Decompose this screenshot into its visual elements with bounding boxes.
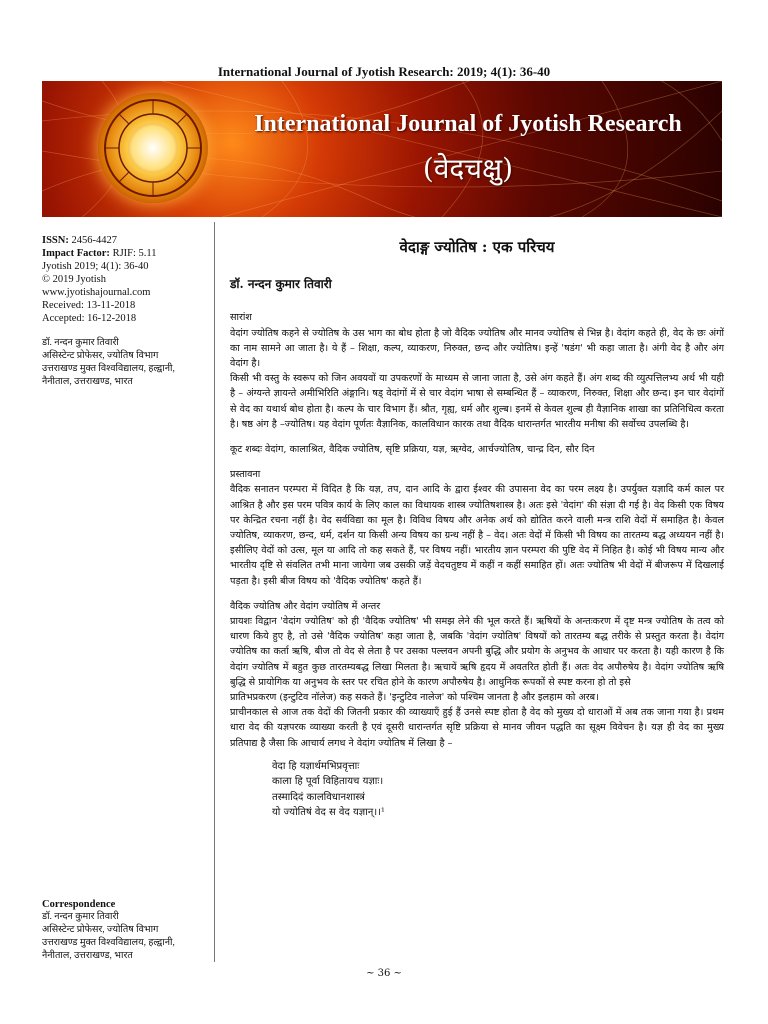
article-title: वेदाङ्ग ज्योतिष : एक परिचय bbox=[399, 238, 555, 256]
journal-banner bbox=[42, 81, 722, 217]
info-line-accepted: Accepted: 16-12-2018 bbox=[42, 313, 137, 324]
info-line-impact: Impact Factor: RJIF: 5.11 bbox=[42, 248, 157, 259]
article-author: डॉ. नन्दन कुमार तिवारी bbox=[230, 277, 332, 292]
column-divider bbox=[214, 222, 215, 962]
abstract-heading: सारांश bbox=[230, 312, 252, 324]
difference-paragraph: प्रातिभप्रकरण (इन्टुटिव नॉलेज) कह सकते हैं। 'इन्टुटिव नालेज' को पश्चिम जानता है और इलहाम को अरब। bbox=[230, 692, 599, 704]
info-line-citation: Jyotish 2019; 4(1): 36-40 bbox=[42, 261, 149, 272]
difference-heading: वैदिक ज्योतिष और वेदांग ज्योतिष में अन्तर bbox=[230, 600, 381, 612]
info-line-copyright: © 2019 Jyotish bbox=[42, 274, 106, 285]
banner-title: International Journal of Jyotish Research bbox=[254, 111, 682, 137]
sun-emblem-icon bbox=[128, 123, 178, 173]
correspondence-label: Correspondence bbox=[42, 899, 116, 910]
sanskrit-verse: वेदा हि यज्ञार्थमभिप्रवृत्ताः काला हि पूर्वा विहितायच यज्ञाः। तस्मादिदं कालविधानशास्त्रं यो ज्योतिषं वेद स वेद यज्ञान्।।¹ bbox=[272, 760, 385, 819]
article-info-sidebar bbox=[42, 234, 214, 389]
article-body bbox=[230, 240, 724, 821]
journal-seal-icon bbox=[98, 93, 208, 203]
banner-subtitle: (वेदचक्षु) bbox=[422, 152, 514, 185]
intro-heading: प्रस्तावना bbox=[230, 469, 261, 481]
abstract-paragraph: किसी भी वस्तु के स्वरूप को जिन अवयवों या उपकरणों के माध्यम से जाना जाता है, उसे अंग कहते हैं। अंग शब्द की व्युत्पत्तिलभ्य अर्थ भी यही है – अंग्यन्ते ज्ञायन्ते अमीभिरिति अंङ्गानि। षड् वेदांगों में से चार वेदांग भाषा से सम्बन्धित हैं – व्याकरण, निरुक्त, शिक्षा और छन्द। इन चार वेदांगों से वेद का यथार्थ बोध होता है। कल्प के चार विभाग हैं। श्रौत, गृह्य, धर्म और शुल्ब। इनमें से केवल शुल्ब ही वैज्ञानिक शाखा का प्रतिनिधित्व करता है। षष्ठ अंग है –ज्योतिष। यह वेदांग पूर्णतः वैज्ञानिक, कालविधान कारक तथा वैदिक धारान्तर्गत भारतीय मनीषा की सर्वोच्च उपलब्धि है। bbox=[230, 373, 724, 430]
running-head: International Journal of Jyotish Research: 2019; 4(1): 36-40 bbox=[217, 64, 551, 79]
page-number: ~ 36 ~ bbox=[366, 968, 402, 979]
intro-paragraph: वैदिक सनातन परम्परा में विदित है कि यज्ञ, तप, दान आदि के द्वारा ईश्वर की उपासना वेद का परम लक्ष्य है। उपर्युक्त यज्ञादि कर्म काल पर आश्रित है और इस परम पवित्र कार्य के लिए काल का विधायक शास्त्र ज्योतिषशास्त्र है। अतः इसे 'वेदांग' की संज्ञा दी गई है। वेद किसी एक विषय पर केन्द्रित रचना नहीं है। वेद सर्वविद्या का मूल है। विविध विषय और अनेक अर्थ को द्योतित करने वाली मन्त्र राशि वेदों में समाहित है। केवल ज्योतिष, व्याकरण, छन्द, धर्म, दर्शन या किसी अन्य विषय का ग्रन्थ नहीं है – वेद। अतः वेदों में किसी भी विषय का तारतम्य बद्ध अध्ययन नहीं है। इसीलिए वेदों को उत्स, मूल या आदि तो कह सकते हैं, पर विषय नहीं। भारतीय ज्ञान परम्परा की पुष्टि वेद में निहित है। कोई भी विषय मान्य और भारतीय दृष्टि से संवलित तभी माना जायेगा जब उसकी जड़ें वेदचतुष्टय में कहीं न कहीं समाहित हों। अतः ज्योतिष भी वेदों में बीजरूप में दिखलाई पड़ता है। इसी बीज विषय को 'वैदिक ज्योतिष' कहते हैं। bbox=[230, 484, 724, 587]
info-line-received: Received: 13-11-2018 bbox=[42, 300, 136, 311]
correspondence-block: Correspondence डॉ. नन्दन कुमार तिवारी असिस्टेन्ट प्रोफेसर, ज्योतिष विभाग उत्तराखण्ड मुक्त विश्वविद्यालय, हल्द्वानी, नैनीताल, उत्तराखण्ड, भारत bbox=[42, 898, 214, 963]
abstract-paragraph: वेदांग ज्योतिष कहने से ज्योतिष के उस भाग का बोध होता है जो वैदिक ज्योतिष और मानव ज्योतिष से भिन्न है। वेदांग कहते ही, वेद के छः अंगों का नाम सामने आ जाता है। ये हैं – शिक्षा, कल्प, व्याकरण, निरुक्त, छन्द और ज्योतिष। इन्हें 'षडंग' भी कहा जाता है। अंगी वेद है और अंग वेदांग है। bbox=[230, 327, 724, 370]
author-affiliation: डॉ. नन्दन कुमार तिवारी असिस्टेन्ट प्रोफेसर, ज्योतिष विभाग उत्तराखण्ड मुक्त विश्वविद्यालय, हल्द्वानी, नैनीताल, उत्तराखण्ड, भारत bbox=[42, 338, 175, 387]
info-line-website[interactable]: www.jyotishajournal.com bbox=[42, 287, 151, 298]
difference-paragraph: प्राचीनकाल से आज तक वेदों की जितनी प्रकार की व्याख्याएँ हुई हैं उनसे स्पष्ट होता है वेद को मुख्य दो धाराओं में अब तक जाना गया है। प्रथम धारा वेद की यज्ञपरक व्याख्या करती है एवं दूसरी धारान्तर्गत सृष्टि प्रक्रिया से मानव जीवन पद्धति का सूक्ष्म विवेचन है। यज्ञ ही वेद का मुख्य प्रतिपाद्य है जैसा कि आचार्य लगध ने वेदांग ज्योतिष में लिखा है – bbox=[230, 707, 724, 749]
difference-paragraph: प्रायशः विद्वान 'वेदांग ज्योतिष' को ही 'वैदिक ज्योतिष' भी समझ लेने की भूल करते हैं। ऋषियों के अन्तःकरण में दृष्ट मन्त्र ज्योतिष के तत्व को धारण किये हुए है, तो उसे 'वैदिक ज्योतिष' कहा जाता है, जबकि 'वेदांग ज्योतिष' विषयों को तारतम्य बद्ध तरीके से प्रस्तुत करता है। वेदांग ज्योतिष का कर्ता ऋषि, बीज तो वेद से लेता है पर उसका पल्लवन अपनी बुद्धि और प्रयोग के अनुभव के आधार पर करता है। यही कारण है कि वेदांग ज्योतिष में बहुत कुछ तारतम्यबद्ध लिखा मिलता है। ऋचायें ऋषि हृदय में अवतरित होती हैं। अतः वेद अपौरुषेय है। वेदांग ज्योतिष ऋषि बुद्धि से प्रायोगिक या अनुभव के स्तर पर रचित होने के कारण अपौरुषेय है। आधुनिक रूपकों से स्पष्ट करना हो तो इसे bbox=[230, 616, 724, 688]
info-line-issn: ISSN: 2456-4427 bbox=[42, 235, 117, 246]
keywords: कूट शब्दः वेदांग, कालाश्रित, वैदिक ज्योतिष, सृष्टि प्रक्रिया, यज्ञ, ऋग्वेद, आर्चज्योतिष, चान्द्र दिन, सौर दिन bbox=[230, 444, 595, 456]
